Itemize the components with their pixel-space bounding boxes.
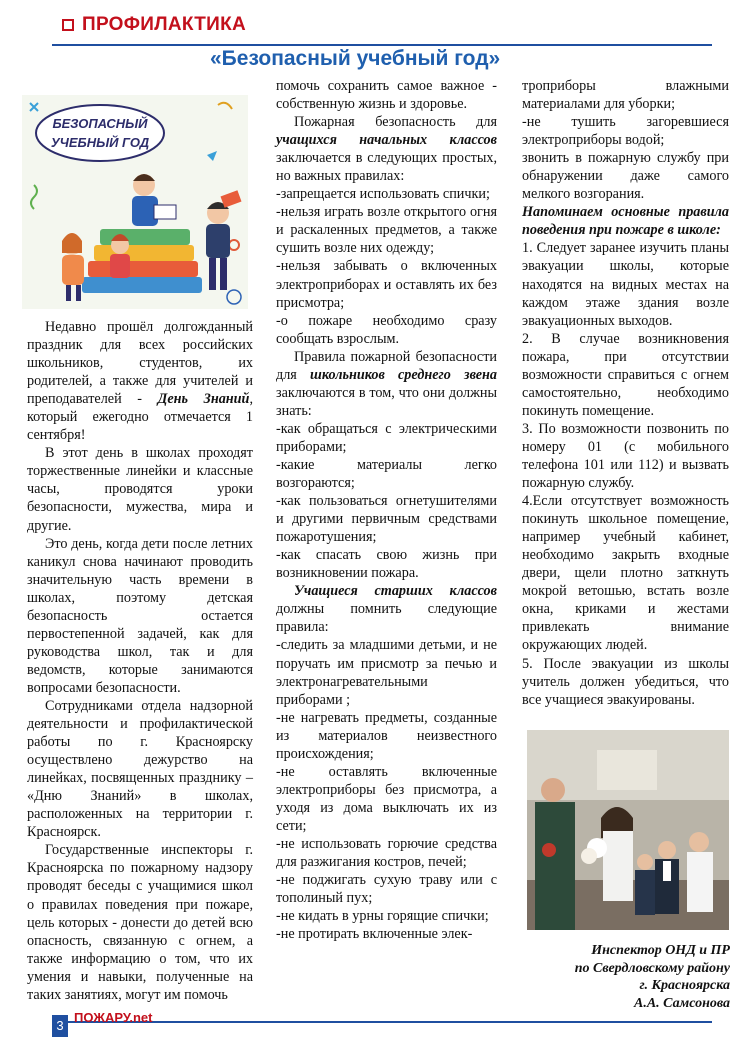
numbered-rule: 4.Если отсутствует возможность покинуть школьное помещение, например учебный кабинет, необходимо закрыть входные двери, щели плотно заткнуть мокрой ветошью, встать возле окна, криками и жестами привлекать внимание окружающих людей.	[522, 493, 729, 654]
page-number: 3	[52, 1015, 68, 1037]
numbered-rule: 1. Следует заранее изучить планы эвакуации школы, которые находятся на видных местах на каждом этаже здания возле эвакуационных выходов.	[522, 240, 729, 329]
list-item: -не кидать в урны горящие спички;	[276, 908, 489, 925]
paragraph: В этот день в школах проходят торжественные линейки и классные часы, проводятся уроки безопасности, мужества, мира и другие.	[27, 445, 253, 534]
caption-line: по Свердловскому району	[574, 960, 730, 976]
numbered-rule: 3. По возможности позвонить по номеру 01 (с мобильного телефона 101 или 112) и вызвать пожарную службу.	[522, 420, 729, 492]
caption-line: г. Красноярска	[639, 978, 730, 993]
checkbox-square-icon	[62, 19, 74, 31]
list-item: -не нагревать предметы, созданные из материалов неизвестного происхождения;	[276, 709, 497, 762]
section-rubric	[62, 14, 246, 36]
paragraph-primary-rules: Пожарная безопасность для учащихся начальных классов заключается в следующих простых, но важных правилах:	[276, 114, 497, 185]
caption-line: Инспектор ОНД и ПР	[591, 943, 730, 958]
list-item: -о пожаре необходимо сразу сообщать взрослым.	[276, 312, 497, 347]
paragraph: Государственные инспекторы г. Красноярска по пожарному надзору проводят беседы с учащимися школ о правилах поведения при пожаре, цель которых - донести до детей всю опасность, связанную с огнем, а также информацию о том, что их умения и навыки, полученные на таких занятиях, могут им помочь	[27, 842, 253, 1003]
list-item: -следить за младшими детьми, и не поручать им присмотр за печью и электронагревательными приборами ;	[276, 637, 497, 708]
numbered-rule: 5. После эвакуации из школы учитель должен убедиться, что все учащиеся эвакуированы.	[522, 655, 729, 708]
numbered-rule: 2. В случае возникновения пожара, при отсутствии возможности справиться с огнем самостоятельно, необходимо покинуть помещение.	[522, 330, 729, 419]
list-item: -не протирать включенные элек-	[276, 926, 473, 943]
list-item: -не поджигать сухую траву или с тополиный пух;	[276, 872, 497, 907]
kids-books-illustration	[22, 95, 248, 309]
list-item: -как обращаться с электрическими приборами;	[276, 420, 497, 455]
paragraph: Это день, когда дети после летних каникул снова начинают проводить значительную часть времени в школах, поэтому детская безопасность остается первостепенной задачей, как для руководства школ, так и для ведомств, которые занимаются вопросами безопасности.	[27, 535, 253, 696]
caption-line: А.А. Самсонова	[634, 995, 730, 1011]
illustration-label-2: УЧЕБНЫЙ ГОД	[50, 135, 150, 150]
list-item: -какие материалы легко возгораются;	[276, 456, 497, 492]
list-item: -как спасать свою жизнь при возникновении пожара.	[276, 547, 497, 582]
illustration-label-1: БЕЗОПАСНЫЙ	[52, 116, 148, 131]
list-item: -не оставлять включенные электроприборы без присмотра, а уходя из дома выключать их из сети;	[276, 763, 497, 834]
paragraph-intro: Недавно прошёл долгожданный праздник для всех российских школьников, студентов, их родителей, а также для учителей и преподавателей - День Знаний, который ежегодно отмечается 1 сентября!	[27, 319, 253, 444]
list-item: -не тушить загоревшиеся электроприборы водой;	[522, 114, 729, 149]
rubric-label: ПРОФИЛАКТИКА	[82, 14, 247, 35]
school-assembly-photo	[527, 730, 729, 930]
column-1	[27, 318, 253, 1004]
list-item: звонить в пожарную службу при обнаружении даже самого мелкого возгорания.	[522, 150, 729, 203]
paragraph: помочь сохранить самое важное - собственную жизнь и здоровье.	[276, 78, 497, 113]
article-illustration	[22, 95, 248, 309]
paragraph: Сотрудниками отдела надзорной деятельности и профилактической работы по г. Красноярску осуществлено дежурство на линейках, посвященных празднику – «Дню Знаний» в школах, расположенных на территории г. Красноярск.	[27, 697, 253, 841]
list-item: -нельзя играть возле открытого огня и раскаленных предметов, а также сушить возле них одежду;	[276, 204, 497, 257]
article-title: «Безопасный учебный год»	[210, 47, 501, 70]
list-item: -запрещается использовать спички;	[276, 186, 490, 203]
list-item: троприборы влажными материалами для уборки;	[522, 78, 729, 113]
list-item: -как пользоваться огнетушителями и другими первичным средствами пожаротушения;	[276, 493, 497, 546]
paragraph-senior-rules: Учащиеся старших классов должны помнить следующие правила:	[276, 583, 497, 636]
publication-name: ПОЖАРУ.net	[74, 1010, 153, 1025]
section-heading: Напоминаем основные правила поведения при пожаре в школе:	[522, 204, 729, 239]
photo-caption	[520, 942, 730, 1012]
event-photo	[527, 730, 729, 930]
column-2	[276, 77, 497, 943]
list-item: -не использовать горючие средства для разжигания костров, печей;	[276, 835, 497, 871]
paragraph-middle-rules: Правила пожарной безопасности для школьников среднего звена заключаются в том, что они должны знать:	[276, 348, 498, 419]
column-3	[522, 77, 729, 709]
header-divider	[52, 44, 712, 46]
list-item: -нельзя забывать о включенных электроприборах и оставлять их без присмотра;	[276, 258, 497, 311]
